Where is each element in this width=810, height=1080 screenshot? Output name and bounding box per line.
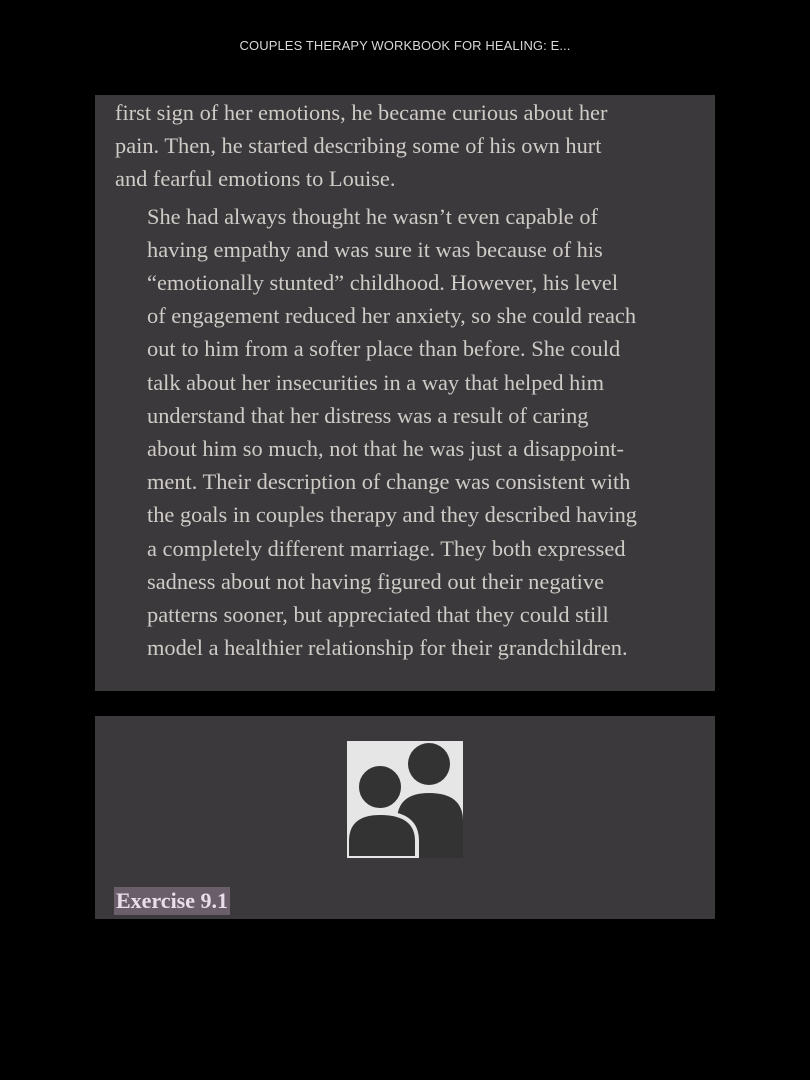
paragraph xyxy=(115,96,705,196)
text-line: model a healthier relationship for their grandchildren. xyxy=(147,635,628,661)
exercise-heading[interactable]: Exercise 9.1 xyxy=(116,888,229,913)
text-line: patterns sooner, but appreciated that they could still xyxy=(147,602,609,628)
book-title[interactable]: COUPLES THERAPY WORKBOOK FOR HEALING: E... xyxy=(239,38,571,53)
text-line: having empathy and was sure it was because of his xyxy=(147,236,603,262)
text-line: sadness about not having figured out their negative xyxy=(147,568,605,594)
text-line: first sign of her emotions, he became curious about her xyxy=(115,100,608,125)
text-line: pain. Then, he started describing some of his own hurt xyxy=(115,133,602,159)
text-line: and fearful emotions to Louise. xyxy=(115,166,396,192)
text-line: of engagement reduced her anxiety, so she could reach xyxy=(147,303,637,329)
text-line: ment. Their description of change was consistent with xyxy=(147,469,631,495)
text-line: a completely different marriage. They both expressed xyxy=(147,535,626,561)
text-line: about him so much, not that he was just a disappoint- xyxy=(147,436,624,462)
text-line: She had always thought he wasn’t even capable of xyxy=(147,203,598,229)
text-line: talk about her insecurities in a way that helped him xyxy=(147,369,605,395)
page-text-panel xyxy=(95,95,715,691)
text-line: “emotionally stunted” childhood. However, his level xyxy=(147,270,619,296)
text-line: out to him from a softer place than before. She could xyxy=(147,336,621,362)
page-text[interactable] xyxy=(115,95,705,664)
two-people-icon xyxy=(347,741,463,858)
text-line: the goals in couples therapy and they described having xyxy=(147,502,637,528)
paragraph xyxy=(115,200,705,665)
text-line: understand that her distress was a result of caring xyxy=(147,402,589,428)
